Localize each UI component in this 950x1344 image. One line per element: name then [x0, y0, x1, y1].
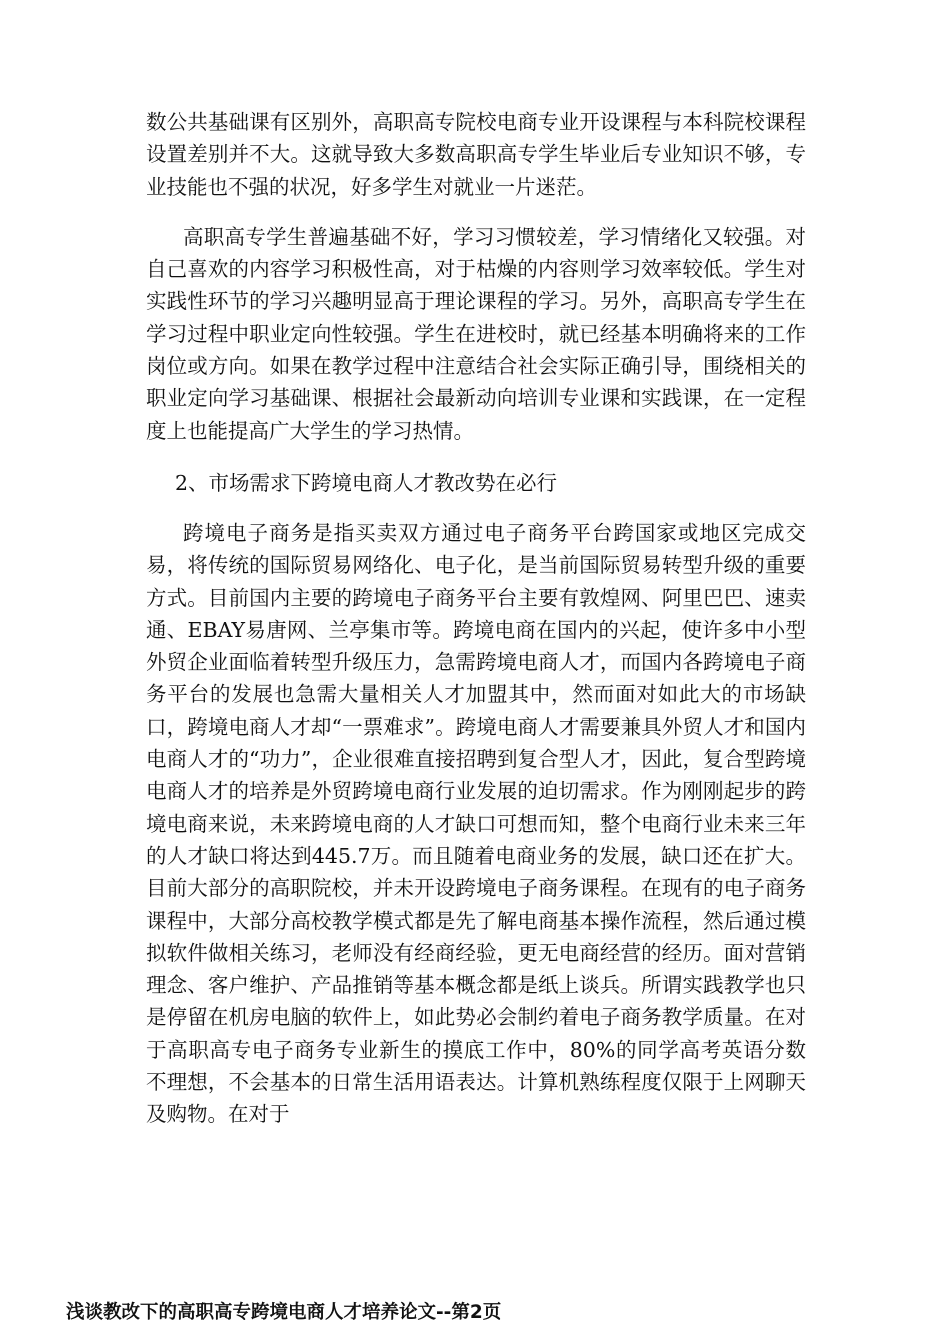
- document-body: [146, 106, 806, 1131]
- page-footer: 浅谈教改下的高职高专跨境电商人才培养论文--第2页: [66, 1302, 502, 1323]
- paragraph-student-characteristics: 高职高专学生普遍基础不好，学习习惯较差，学习情绪化又较强。对自己喜欢的内容学习积极性高，对于枯燥的内容则学习效率较低。学生对实践性环节的学习兴趣明显高于理论课程的学习。另外，高职高专学生在学习过程中职业定向性较强。学生在进校时，就已经基本明确将来的工作岗位或方向。如果在教学过程中注意结合社会实际正确引导，围绕相关的职业定向学习基础课、根据社会最新动向培训专业课和实践课，在一定程度上也能提高广大学生的学习热情。: [146, 224, 806, 443]
- section-heading: 2、市场需求下跨境电商人才教改势在必行: [175, 470, 558, 495]
- paragraph-continuation: 数公共基础课有区别外，高职高专院校电商专业开设课程与本科院校课程设置差别并不大。这就导致大多数高职高专学生毕业后专业知识不够，专业技能也不强的状况，好多学生对就业一片迷茫。: [146, 110, 806, 199]
- paragraph-cross-border-ecommerce: 跨境电子商务是指买卖双方通过电子商务平台跨国家或地区完成交易，将传统的国际贸易网络化、电子化，是当前国际贸易转型升级的重要方式。目前国内主要的跨境电子商务平台主要有敦煌网、阿里巴巴、速卖通、EBAY易唐网、兰亭集市等。跨境电商在国内的兴起，使许多中小型外贸企业面临着转型升级压力，急需跨境电商人才，而国内各跨境电子商务平台的发展也急需大量相关人才加盟其中，然而面对如此大的市场缺口，跨境电商人才却“一票难求”。跨境电商人才需要兼具外贸人才和国内电商人才的“功力”，企业很难直接招聘到复合型人才，因此，复合型跨境电商人才的培养是外贸跨境电商行业发展的迫切需求。作为刚刚起步的跨境电商来说，未来跨境电商的人才缺口可想而知，整个电商行业未来三年的人才缺口将达到445.7万。而且随着电商业务的发展，缺口还在扩大。目前大部分的高职院校，并未开设跨境电子商务课程。在现有的电子商务课程中，大部分高校教学模式都是先了解电商基本操作流程，然后通过模拟软件做相关练习，老师没有经商经验，更无电商经营的经历。面对营销理念、客户维护、产品推销等基本概念都是纸上谈兵。所谓实践教学也只是停留在机房电脑的软件上，如此势必会制约着电子商务教学质量。在对于高职高专电子商务专业新生的摸底工作中，80%的同学高考英语分数不理想，不会基本的日常生活用语表达。计算机熟练程度仅限于上网聊天及购物。在对于: [146, 520, 806, 1127]
